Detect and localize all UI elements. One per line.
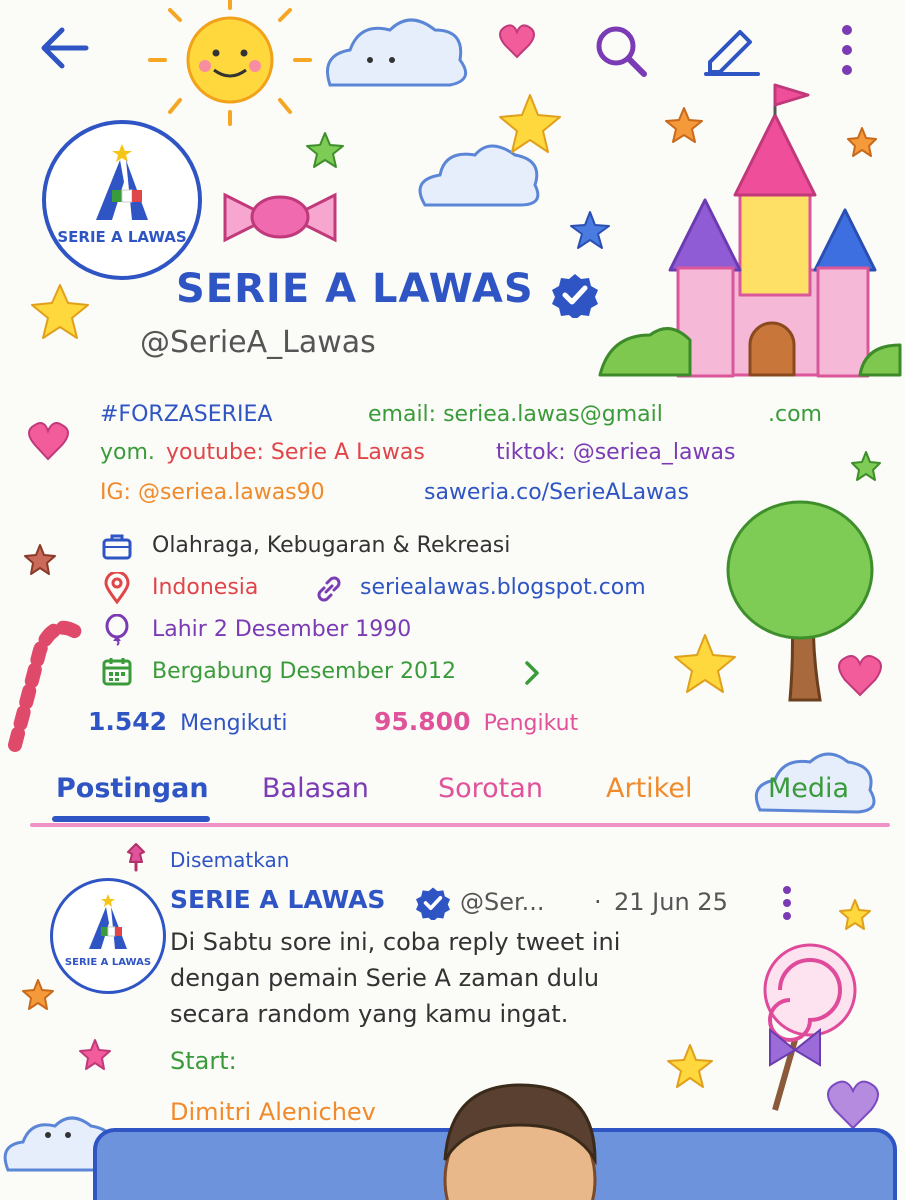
location-pin-icon bbox=[104, 572, 130, 604]
chevron-right-icon[interactable] bbox=[522, 660, 542, 686]
post-player-name: Dimitri Alenichev bbox=[170, 1098, 376, 1126]
verified-badge-icon bbox=[416, 886, 450, 920]
profile-birthday: Lahir 2 Desember 1990 bbox=[152, 617, 412, 642]
candy-doodle bbox=[225, 195, 335, 240]
active-tab-indicator bbox=[52, 816, 210, 822]
post-more-icon[interactable] bbox=[778, 884, 796, 924]
tab-postingan[interactable]: Postingan bbox=[56, 773, 209, 804]
post-author-handle: @Ser... bbox=[460, 888, 545, 916]
tab-media[interactable]: Media bbox=[768, 773, 850, 804]
birthday-balloon-icon bbox=[104, 614, 130, 646]
post-text-line-2: dengan pemain Serie A zaman dulu bbox=[170, 964, 600, 992]
followers-count: 95.800 bbox=[374, 707, 471, 736]
post-author-name[interactable]: SERIE A LAWAS bbox=[170, 885, 386, 914]
avatar-caption: SERIE A LAWAS bbox=[64, 957, 152, 968]
post-separator: · bbox=[594, 888, 602, 916]
avatar-caption: SERIE A LAWAS bbox=[57, 228, 187, 246]
bio-prefix: yom. bbox=[100, 440, 155, 465]
back-button[interactable] bbox=[36, 22, 92, 74]
sun-doodle bbox=[150, 0, 310, 124]
post-text-line-1: Di Sabtu sore ini, coba reply tweet ini bbox=[170, 928, 621, 956]
tab-sorotan[interactable]: Sorotan bbox=[438, 773, 543, 804]
edit-button[interactable] bbox=[702, 22, 762, 78]
profile-joined: Bergabung Desember 2012 bbox=[152, 659, 456, 684]
bio-instagram: IG: @seriea.lawas90 bbox=[100, 480, 325, 505]
calendar-icon bbox=[102, 656, 132, 686]
bio-youtube: youtube: Serie A Lawas bbox=[166, 440, 425, 465]
bio-saweria: saweria.co/SerieALawas bbox=[424, 480, 689, 505]
serie-a-logo-icon bbox=[81, 893, 135, 951]
briefcase-icon bbox=[102, 532, 132, 560]
bio-hashtag[interactable]: #FORZASERIEA bbox=[100, 402, 273, 427]
profile-avatar[interactable] bbox=[42, 120, 202, 280]
pencil-icon bbox=[702, 22, 762, 78]
post-start-label: Start: bbox=[170, 1047, 237, 1075]
castle-doodle bbox=[600, 85, 900, 376]
pin-icon bbox=[122, 842, 150, 872]
arrow-left-icon bbox=[36, 22, 92, 74]
bio-tiktok: tiktok: @seriea_lawas bbox=[496, 440, 736, 465]
search-button[interactable] bbox=[592, 22, 650, 80]
profile-location: Indonesia bbox=[152, 575, 259, 600]
post-date: 21 Jun 25 bbox=[614, 888, 728, 916]
tab-divider bbox=[30, 823, 890, 827]
search-icon bbox=[592, 22, 650, 80]
followers-link[interactable] bbox=[374, 707, 578, 736]
link-icon bbox=[314, 574, 344, 604]
following-label: Mengikuti bbox=[180, 711, 288, 736]
post-text-line-3: secara random yang kamu ingat. bbox=[170, 1000, 569, 1028]
candy-cane-doodle bbox=[15, 628, 80, 745]
tab-balasan[interactable]: Balasan bbox=[262, 773, 369, 804]
pinned-label: Disematkan bbox=[170, 848, 290, 872]
bio-email: email: seriea.lawas@gmail bbox=[368, 402, 663, 427]
followers-label: Pengikut bbox=[483, 711, 579, 736]
serie-a-logo-icon bbox=[82, 142, 162, 222]
bio-email-suffix: .com bbox=[768, 402, 822, 427]
following-count: 1.542 bbox=[88, 707, 168, 736]
tab-artikel[interactable]: Artikel bbox=[606, 773, 693, 804]
profile-category: Olahraga, Kebugaran & Rekreasi bbox=[152, 533, 511, 558]
verified-badge-icon bbox=[552, 272, 598, 318]
more-vertical-icon bbox=[835, 22, 859, 78]
display-name: SERIE A LAWAS bbox=[176, 266, 534, 312]
profile-handle: @SerieA_Lawas bbox=[140, 325, 376, 360]
following-link[interactable] bbox=[88, 707, 287, 736]
post-author-avatar[interactable] bbox=[50, 878, 166, 994]
profile-website-link[interactable]: seriealawas.blogspot.com bbox=[360, 575, 646, 600]
more-button[interactable] bbox=[835, 22, 859, 78]
